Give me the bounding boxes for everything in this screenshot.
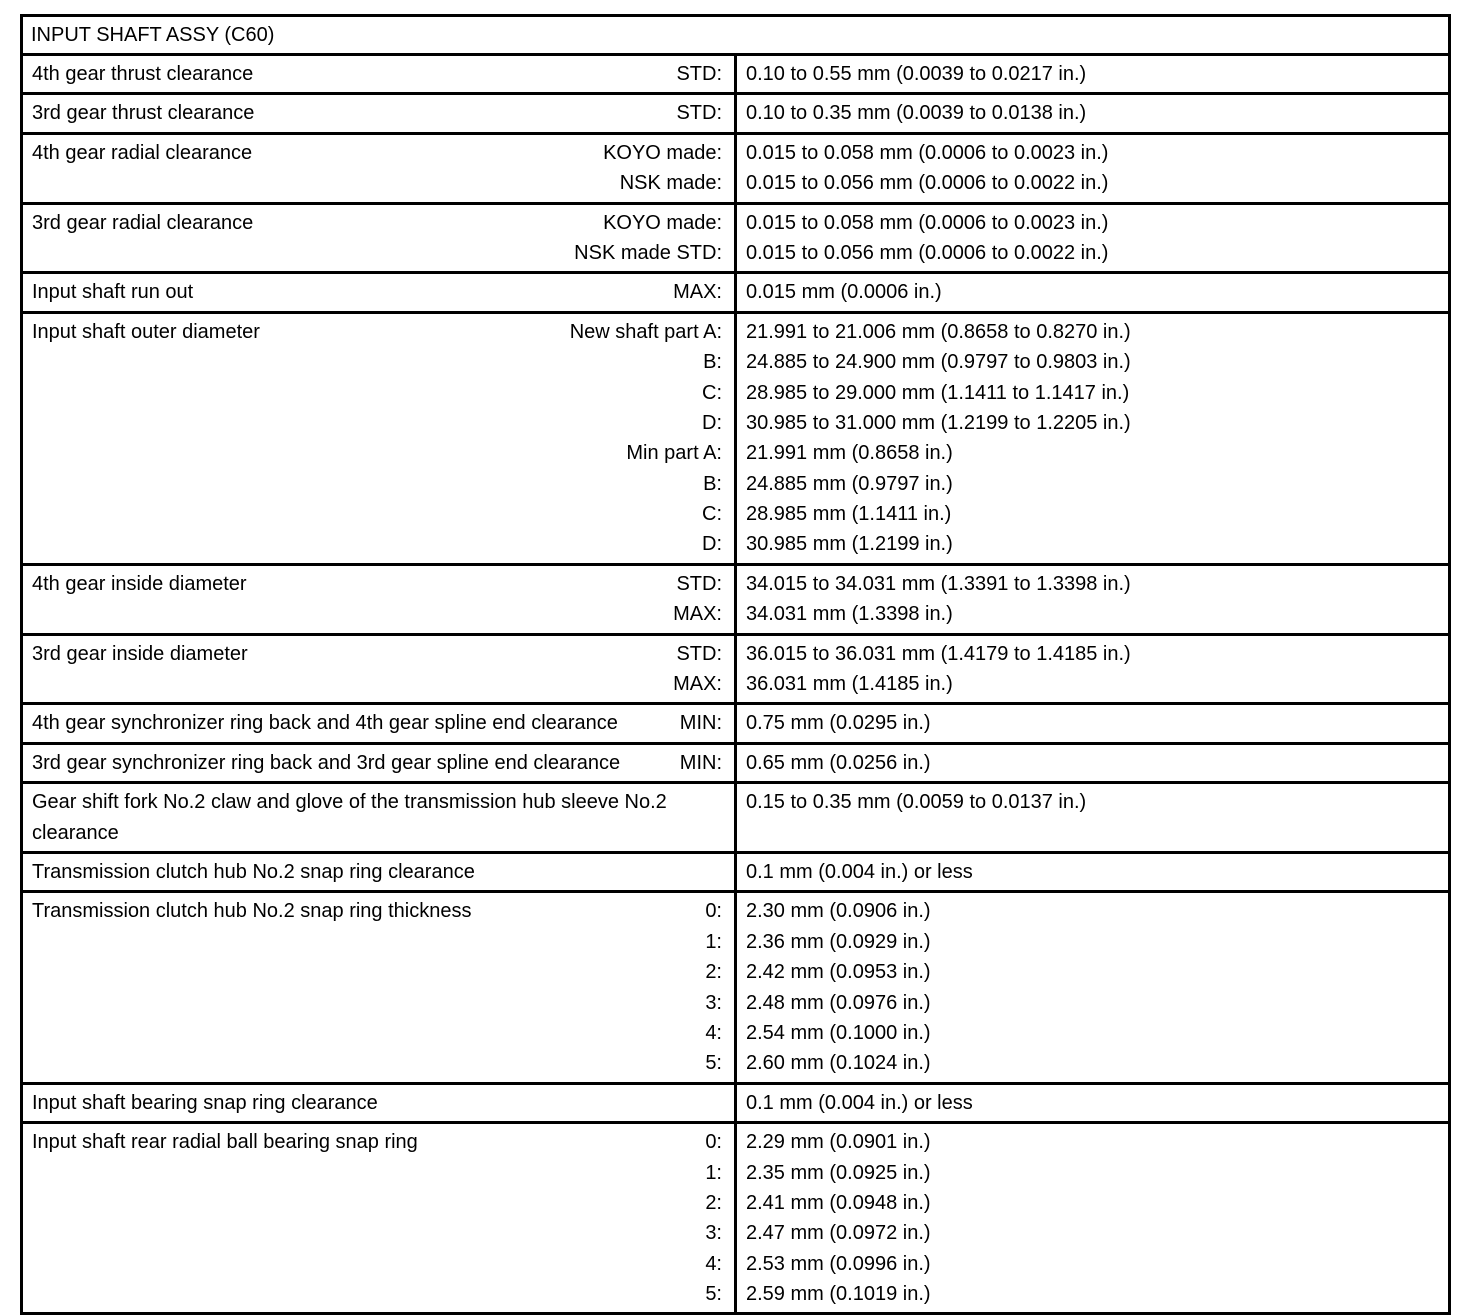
spec-item-name: Transmission clutch hub No.2 snap ring thickness <box>32 900 472 923</box>
spec-qualifier: Min part A: <box>626 442 722 465</box>
spec-value: 28.985 mm (1.1411 in.) <box>746 503 952 526</box>
spec-value-cell <box>736 133 1450 203</box>
spec-value: 0.015 to 0.058 mm (0.0006 to 0.0023 in.) <box>746 211 1109 234</box>
spec-row <box>22 312 1450 564</box>
spec-item-name: Transmission clutch hub No.2 snap ring clearance <box>32 860 475 883</box>
spec-value: 36.031 mm (1.4185 in.) <box>746 673 953 696</box>
spec-value: 2.47 mm (0.0972 in.) <box>746 1222 931 1245</box>
spec-value-list <box>746 56 1448 92</box>
spec-value-list <box>746 893 1448 1081</box>
spec-value: 30.985 to 31.000 mm (1.2199 to 1.2205 in.) <box>746 411 1131 434</box>
spec-item-name: 4th gear thrust clearance <box>32 63 254 85</box>
spec-value-list <box>746 705 1448 741</box>
spec-value: 2.53 mm (0.0996 in.) <box>746 1252 931 1275</box>
spec-value: 34.015 to 34.031 mm (1.3391 to 1.3398 in.) <box>746 572 1131 595</box>
spec-value: 2.29 mm (0.0901 in.) <box>746 1131 931 1154</box>
spec-value-cell <box>736 743 1450 782</box>
spec-item-cell <box>22 704 736 743</box>
spec-qualifier: C: <box>702 503 722 526</box>
table-title: INPUT SHAFT ASSY (C60) <box>22 16 1450 55</box>
spec-value-cell <box>736 312 1450 564</box>
spec-qualifier: NSK made: <box>619 172 722 195</box>
spec-value: 2.48 mm (0.0976 in.) <box>746 991 931 1014</box>
spec-row <box>22 704 1450 743</box>
spec-value: 24.885 to 24.900 mm (0.9797 to 0.9803 in.) <box>746 351 1131 374</box>
spec-value: 2.59 mm (0.1019 in.) <box>746 1283 931 1306</box>
spec-qualifier: B: <box>703 472 722 495</box>
spec-qualifier: KOYO made: <box>603 211 722 234</box>
spec-value: 2.42 mm (0.0953 in.) <box>746 961 931 984</box>
spec-qualifier: 5: <box>705 1052 722 1075</box>
spec-value: 30.985 mm (1.2199 in.) <box>746 533 953 556</box>
spec-row <box>22 55 1450 94</box>
spec-item-name: Input shaft run out <box>32 281 194 304</box>
spec-value: 0.15 to 0.35 mm (0.0059 to 0.0137 in.) <box>746 791 1087 814</box>
spec-value: 0.10 to 0.35 mm (0.0039 to 0.0138 in.) <box>746 102 1087 125</box>
spec-value: 0.015 to 0.056 mm (0.0006 to 0.0022 in.) <box>746 172 1109 195</box>
spec-qualifier: STD: <box>676 102 722 125</box>
spec-item-cell <box>22 892 736 1083</box>
spec-row <box>22 203 1450 273</box>
spec-item-cell <box>22 1123 736 1314</box>
spec-row <box>22 783 1450 853</box>
spec-row <box>22 852 1450 891</box>
spec-qualifier-list <box>23 314 734 563</box>
spec-item-cell <box>22 1083 736 1122</box>
spec-item-cell <box>22 94 736 133</box>
spec-item-cell <box>22 312 736 564</box>
spec-row <box>22 743 1450 782</box>
spec-qualifier: 1: <box>705 1161 722 1184</box>
spec-value-cell <box>736 634 1450 704</box>
spec-qualifier: MAX: <box>673 673 722 696</box>
spec-value: 21.991 to 21.006 mm (0.8658 to 0.8270 in.) <box>746 320 1131 343</box>
spec-value: 0.015 to 0.056 mm (0.0006 to 0.0022 in.) <box>746 241 1109 264</box>
spec-value: 2.36 mm (0.0929 in.) <box>746 930 931 953</box>
spec-qualifier: 3: <box>705 991 722 1014</box>
spec-qualifier: 4: <box>705 1021 722 1044</box>
spec-value-list <box>746 135 1448 202</box>
spec-value-cell <box>736 704 1450 743</box>
spec-row <box>22 892 1450 1083</box>
spec-row <box>22 634 1450 704</box>
spec-value-cell <box>736 94 1450 133</box>
spec-item-name: 3rd gear radial clearance <box>32 211 254 234</box>
spec-item-name: 4th gear inside diameter <box>32 572 247 595</box>
spec-value-cell <box>736 273 1450 312</box>
spec-qualifier: MIN: <box>679 751 722 774</box>
spec-value: 0.015 mm (0.0006 in.) <box>746 281 942 304</box>
spec-value-list <box>746 314 1448 563</box>
spec-qualifier: 4: <box>705 1252 722 1275</box>
spec-value: 0.1 mm (0.004 in.) or less <box>746 1091 973 1114</box>
spec-value: 21.991 mm (0.8658 in.) <box>746 442 953 465</box>
spec-value-cell <box>736 203 1450 273</box>
spec-value: 2.41 mm (0.0948 in.) <box>746 1191 931 1214</box>
spec-value-cell <box>736 55 1450 94</box>
spec-value-list <box>746 784 1448 820</box>
spec-item-name: 4th gear radial clearance <box>32 141 253 164</box>
spec-row <box>22 133 1450 203</box>
spec-item-cell <box>22 564 736 634</box>
spec-item-cell <box>22 55 736 94</box>
spec-item-name: Gear shift fork No.2 claw and glove of the transmission hub sleeve No.2 clearance <box>32 791 667 844</box>
spec-value: 2.54 mm (0.1000 in.) <box>746 1021 931 1044</box>
spec-value-list <box>746 205 1448 272</box>
spec-item-cell <box>22 133 736 203</box>
spec-qualifier: 0: <box>705 900 722 923</box>
spec-qualifier: 2: <box>705 961 722 984</box>
spec-qualifier: MIN: <box>679 712 722 735</box>
spec-value-list <box>746 1085 1448 1121</box>
spec-value: 0.75 mm (0.0295 in.) <box>746 712 931 735</box>
spec-value: 0.65 mm (0.0256 in.) <box>746 751 931 774</box>
spec-item-name: 3rd gear inside diameter <box>32 642 248 665</box>
spec-qualifier: 3: <box>705 1222 722 1245</box>
spec-value-list <box>746 274 1448 310</box>
spec-value: 2.60 mm (0.1024 in.) <box>746 1052 931 1075</box>
spec-value: 0.1 mm (0.004 in.) or less <box>746 860 973 883</box>
spec-qualifier: STD: <box>676 63 722 85</box>
spec-value-list <box>746 95 1448 131</box>
spec-value-list <box>746 854 1448 890</box>
spec-qualifier: 2: <box>705 1191 722 1214</box>
spec-value-list <box>746 745 1448 781</box>
spec-value-list <box>746 566 1448 633</box>
spec-qualifier: 1: <box>705 930 722 953</box>
spec-value-cell <box>736 564 1450 634</box>
spec-qualifier: STD: <box>676 572 722 595</box>
spec-row <box>22 564 1450 634</box>
spec-item-name: Input shaft bearing snap ring clearance <box>32 1091 378 1114</box>
spec-value: 28.985 to 29.000 mm (1.1411 to 1.1417 in.) <box>746 381 1130 404</box>
spec-value-list <box>746 1124 1448 1312</box>
spec-qualifier: D: <box>702 533 722 556</box>
spec-row <box>22 1083 1450 1122</box>
spec-qualifier: MAX: <box>673 603 722 626</box>
spec-item-cell <box>22 783 736 853</box>
spec-qualifier: MAX: <box>673 281 722 304</box>
spec-value-cell <box>736 1083 1450 1122</box>
spec-item-cell <box>22 743 736 782</box>
spec-qualifier: 0: <box>705 1131 722 1154</box>
spec-row <box>22 94 1450 133</box>
spec-qualifier: NSK made STD: <box>574 241 722 264</box>
spec-item-name: Input shaft rear radial ball bearing snap ring <box>32 1131 418 1154</box>
spec-value: 2.30 mm (0.0906 in.) <box>746 900 931 923</box>
spec-value: 24.885 mm (0.9797 in.) <box>746 472 953 495</box>
spec-value: 0.10 to 0.55 mm (0.0039 to 0.0217 in.) <box>746 63 1087 85</box>
spec-item-name: 4th gear synchronizer ring back and 4th gear spline end clearance <box>32 712 618 735</box>
spec-value: 34.031 mm (1.3398 in.) <box>746 603 953 626</box>
spec-value: 0.015 to 0.058 mm (0.0006 to 0.0023 in.) <box>746 141 1109 164</box>
spec-value: 2.35 mm (0.0925 in.) <box>746 1161 931 1184</box>
spec-value-cell <box>736 783 1450 853</box>
spec-item-cell <box>22 273 736 312</box>
spec-row <box>22 1123 1450 1314</box>
spec-table-body <box>22 16 1450 1314</box>
spec-value: 36.015 to 36.031 mm (1.4179 to 1.4185 in.) <box>746 642 1131 665</box>
spec-value-cell <box>736 852 1450 891</box>
spec-value-cell <box>736 892 1450 1083</box>
spec-value-cell <box>736 1123 1450 1314</box>
title-row <box>22 16 1450 55</box>
spec-row <box>22 273 1450 312</box>
spec-qualifier: 5: <box>705 1283 722 1306</box>
spec-item-name: Input shaft outer diameter <box>32 320 260 343</box>
spec-qualifier: KOYO made: <box>603 141 722 164</box>
spec-item-name: 3rd gear synchronizer ring back and 3rd gear spline end clearance <box>32 751 621 774</box>
spec-qualifier: C: <box>702 381 722 404</box>
spec-item-cell <box>22 634 736 704</box>
spec-qualifier: STD: <box>676 642 722 665</box>
spec-qualifier: B: <box>703 351 722 374</box>
spec-table <box>20 14 1451 1315</box>
spec-value-list <box>746 636 1448 703</box>
spec-qualifier: D: <box>702 411 722 434</box>
spec-qualifier: New shaft part A: <box>569 320 722 343</box>
spec-item-cell <box>22 852 736 891</box>
spec-item-name: 3rd gear thrust clearance <box>32 102 255 125</box>
spec-item-cell <box>22 203 736 273</box>
